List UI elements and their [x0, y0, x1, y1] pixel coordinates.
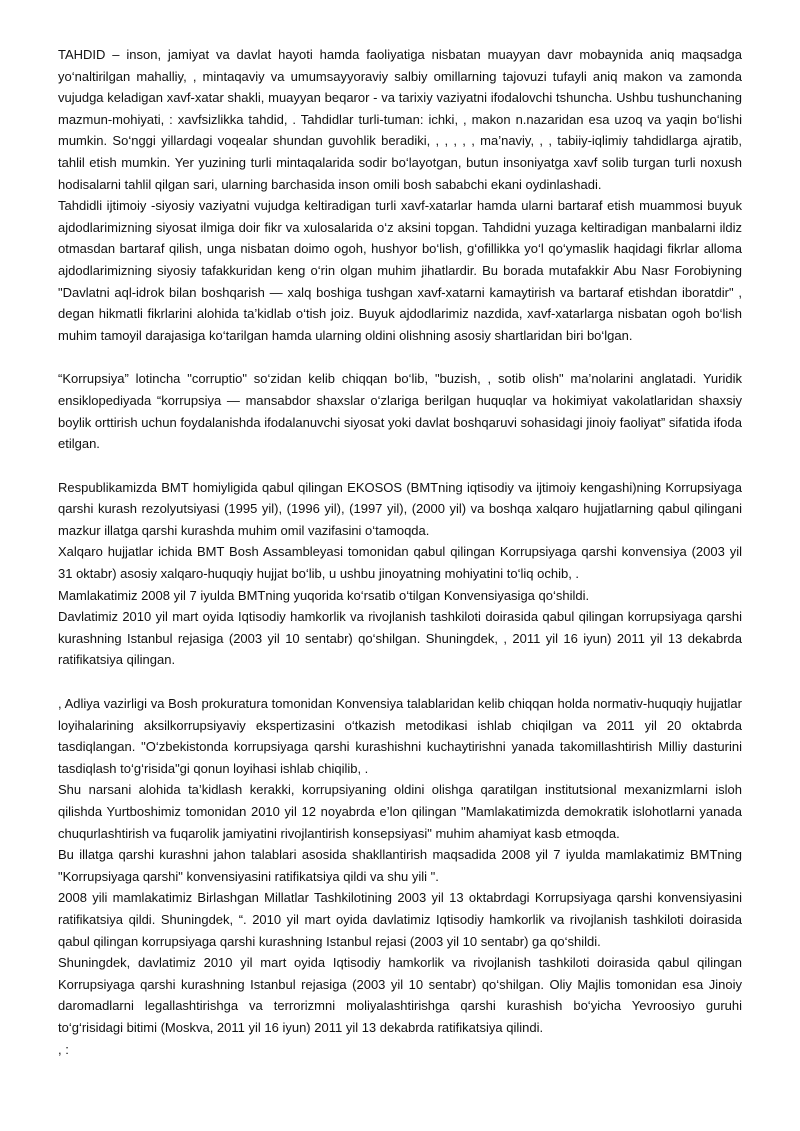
paragraph-tahdid-ancestors: Tahdidli ijtimoiy -siyosiy vaziyatni vujudga keltiradigan turli xavf-xatarlar hamda ularni bartaraf etish muammosi buyuk ajdodlarimizning siyosat ilmiga doir fikr va xulosalarida o‘z aksini topgan. Tahdidni yuzaga keltiradigan manbalarni ildiz otmasdan bartaraf qilish, unga nisbatan doimo ogoh, hushyor bo‘lish, g‘ofillikka yo‘l qo‘ymaslik haqidagi fikrlar alloma ajdodlarimizning siyosiy tafakkuridan keng o‘rin olgan muhim jihatlardir. Bu borada mutafakkir Abu Nasr Forobiyning "Davlatni aql-idrok bilan boshqarish — xalq boshiga tushgan xavf-xatarni kamaytirish va bartaraf etishdan iboratdir" , degan hikmatli fikrlarini alohida ta’kidlab o‘tish joiz. Buyuk ajdodlarimiz nazdida, xavf-xatarlarga nisbatan ogoh bo‘lish muhim tamoyil darajasiga ko‘tarilgan hamda ularning oldini olishning asosiy shartlaridan biri bo‘lgan. — [58, 198, 742, 343]
paragraph-istanbul-plan: Davlatimiz 2010 yil mart oyida Iqtisodiy hamkorlik va rivojlanish tashkiloti doirasida qabul qilingan korrupsiyaga qarshi kurashning Istanbul rejasiga (2003 yil 10 sentabr) qo‘shilgan. Shuningdek, , 2011 yil 16 iyun) 2011 yil 13 dekabrda ratifikatsiya qilingan. — [58, 609, 742, 668]
paragraph-tahdid-definition: TAHDID – inson, jamiyat va davlat hayoti hamda faoliyatiga nisbatan muayyan davr mobaynida aniq maqsadga yo‘naltirilgan mahalliy, , mintaqaviy va umumsayyoraviy salbiy omillarning tajovuzi tufayli aniq makon va zamonda vujudga keladigan xavf-xatar shakli, muayyan beqaror - va tarixiy vaziyatni ifodalovchi tshuncha. Ushbu tushunchaning mazmun-mohiyati, : xavfsizlikka tahdid, . Tahdidlar turli-tuman: ichki, , makon n.nazaridan esa uzoq va yaqin bo‘lishi mumkin. So‘nggi yillardagi voqealar shundan guvohlik beradiki, , , , , , ma’naviy, , , tabiiy-iqlimiy tahdidlarga ajratib, tahlil etish mumkin. Yer yuzining turli mintaqalarida sodir bo‘layotgan, butun insoniyatga xavf solib turgan turli noxush hodisalarni tahlil qilgan sari, ularning barchasida inson omili bosh sababchi ekani oydinlashadi. — [58, 47, 742, 192]
paragraph-un-convention: Xalqaro hujjatlar ichida BMT Bosh Assambleyasi tomonidan qabul qilingan Korrupsiyaga qarshi konvensiya (2003 yil 31 oktabr) asosiy xalqaro-huquqiy hujjat bo‘lib, u ushbu jinoyatning mohiyatini to‘liq ochib, . — [58, 544, 742, 582]
section-tahdid — [58, 44, 742, 346]
paragraph-eurasian-group: Shuningdek, davlatimiz 2010 yil mart oyida Iqtisodiy hamkorlik va rivojlanish tashkiloti doirasida qabul qilingan Korrupsiyaga qarshi kurashning Istanbul rejasiga (2003 yil 10 sentabr) qo‘shilgan. Oliy Majlis tomonidan esa Jinoiy daromadlarni legallashtirishga va terrorizmni moliyalashtirishga qarshi kurashish bo‘yicha Yevroosiyo guruhi to‘g‘risidagi bitimi (Moskva, 2011 yil 16 iyun) 2011 yil 13 dekabrda ratifikatsiya qilindi. — [58, 955, 742, 1035]
paragraph-ratification-2008: Bu illatga qarshi kurashni jahon talablari asosida shakllantirish maqsadida 2008 yil 7 iyulda mamlakatimiz BMTning "Korrupsiyaga qarshi" konvensiyasini ratifikatsiya qildi va shu yili ". — [58, 847, 742, 884]
paragraph-trailing-fragment: , : — [58, 1041, 69, 1057]
paragraph-gap — [58, 671, 742, 693]
paragraph-ekosos: Respublikamizda BMT homiyligida qabul qilingan EKOSOS (BMTning iqtisodiy va ijtimoiy kengashi)ning Korrupsiyaga qarshi kurash rezolyutsiyasi (1995 yil), (1996 yil), (1997 yil), (2000 yil) va boshqa xalqaro hujjatlarning qabul qilingani mazkur illatga qarshi kurashda muhim omil vazifasini o‘tamoqda. — [58, 479, 742, 538]
paragraph-korrupsiya-definition: “Korrupsiya” lotincha "corruptio" so‘zidan kelib chiqqan bo‘lib, "buzish, , sotib olish" ma’nolarini anglatadi. Yuridik ensiklopediyada “korrupsiya — mansabdor shaxslar o‘zlariga berilgan huquqlar va hokimiyat vakolatlaridan shaxsiy boylik orttirish uchun foydalanishda ifodalanuvchi siyosat yoki davlat boshqaruvi sohasidagi jinoiy faoliyat” sifatida ifoda etilgan. — [58, 371, 742, 452]
paragraph-gap — [58, 455, 742, 477]
section-korrupsiya-definition — [58, 368, 742, 454]
paragraph-ratification-un: 2008 yili mamlakatimiz Birlashgan Millatlar Tashkilotining 2003 yil 13 oktabrdagi Korrupsiyaga qarshi konvensiyasini ratifikatsiya qildi. Shuningdek, “. 2010 yil mart oyida davlatimiz Iqtisodiy hamkorlik va rivojlanish tashkiloti doirasida qabul qilingan korrupsiyaga qarshi kurashning Istanbul rejasi (2003 yil 10 sentabr) ga qo‘shildi. — [58, 890, 742, 949]
section-national-measures — [58, 693, 742, 1060]
paragraph-expertise-methodology: , Adliya vazirligi va Bosh prokuratura tomonidan Konvensiya talablaridan kelib chiqqan holda normativ-huquqiy hujjatlar loyihalarining aksilkorrupsiyaviy ekspertizasini o‘tkazish metodikasi ishlab chiqilgan va 2011 yil 20 oktabrda tasdiqlangan. "O‘zbekistonda korrupsiyaga qarshi kurashishni kuchaytirishni yanada takomillashtirish Milliy dasturini tasdiqlash to‘g‘risida"gi qonun loyihasi ishlab chiqilib, . — [58, 696, 742, 776]
paragraph-accession-2008: Mamlakatimiz 2008 yil 7 iyulda BMTning yuqorida ko‘rsatib o‘tilgan Konvensiyasiga qo‘shildi. — [58, 587, 590, 603]
section-international-documents — [58, 477, 742, 671]
paragraph-institutional-mechanisms: Shu narsani alohida ta’kidlash kerakki, korrupsiyaning oldini olishga qaratilgan institutsional mexanizmlarni isloh qilishda Yurtboshimiz tomonidan 2010 yil 12 noyabrda e’lon qilingan "Mamlakatimizda demokratik islohotlarni yanada chuqurlashtirish va fuqarolik jamiyatini rivojlantirish konsepsiyasi" muhim ahamiyat kasb etmoqda. — [58, 782, 742, 841]
paragraph-gap — [58, 346, 742, 368]
